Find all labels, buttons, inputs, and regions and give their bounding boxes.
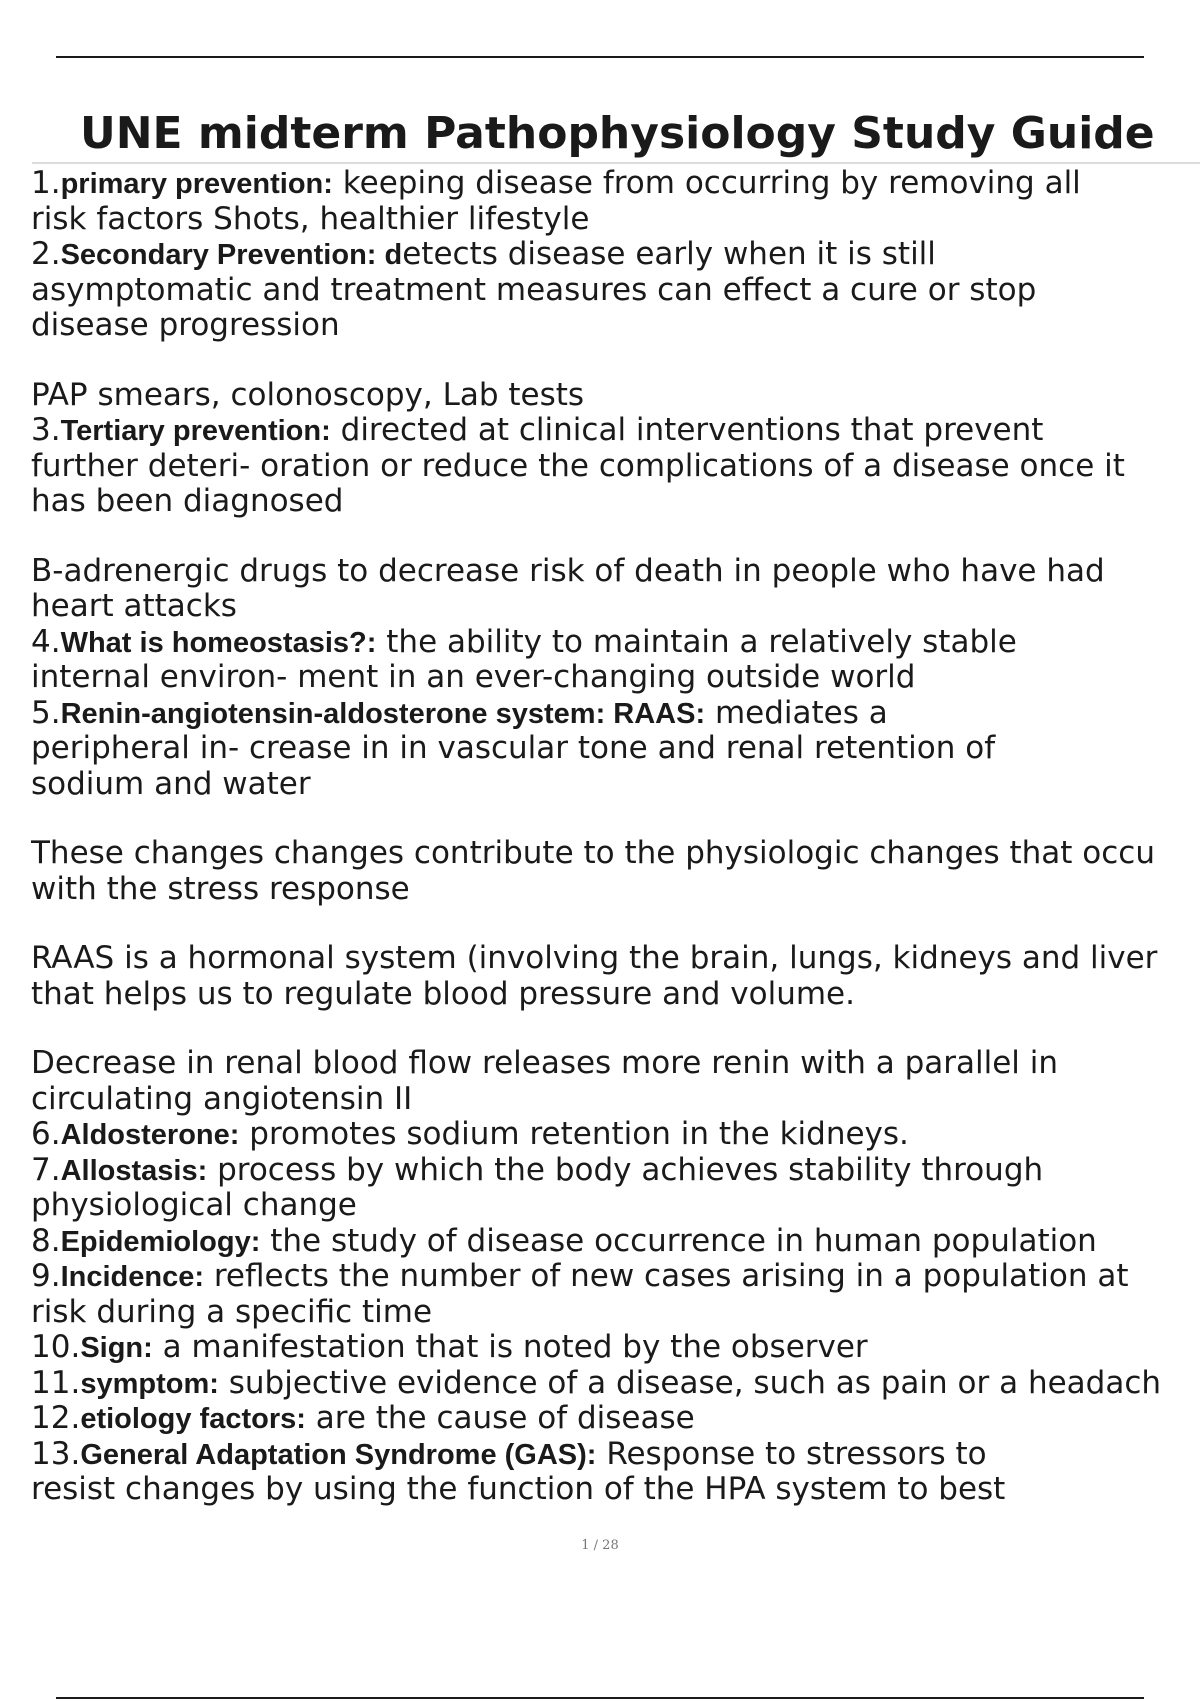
item-text: subjective evidence of a disease, such as pain or a headach — [218, 1364, 1162, 1401]
item-text: These changes changes contribute to the physiologic changes that occu — [31, 835, 1155, 871]
item-number: 1. — [31, 166, 61, 201]
item-text: with the stress response — [31, 870, 410, 907]
item-text: physiological change — [31, 1187, 357, 1223]
list-item — [31, 1437, 1200, 1508]
list-item — [31, 1224, 1200, 1260]
list-item — [31, 625, 1200, 696]
item-text: further deteri- oration or reduce the complications of a disease once it — [31, 447, 1125, 484]
item-text: the study of disease occurrence in human population — [260, 1222, 1097, 1259]
item-text: promotes sodium retention in the kidneys. — [239, 1116, 909, 1152]
item-text: peripheral in- crease in in vascular tone and renal retention of — [31, 730, 996, 766]
item-term: etiology factors: — [80, 1403, 306, 1435]
top-rule — [56, 56, 1144, 58]
item-term: Incidence: — [60, 1261, 205, 1293]
page-indicator: 1 / 28 — [581, 1538, 619, 1553]
item-text: PAP smears, colonoscopy, Lab tests — [31, 376, 585, 413]
item-number: 11. — [31, 1364, 81, 1401]
item-text: disease progression — [31, 307, 340, 343]
list-item — [31, 696, 1200, 1118]
list-item — [31, 1117, 1200, 1153]
item-term: What is homeostasis?: — [60, 626, 377, 659]
list-item — [31, 413, 1200, 625]
item-text: process by which the body achieves stability through — [207, 1151, 1044, 1188]
item-number: 12. — [31, 1400, 81, 1436]
item-term: Allostasis: — [60, 1154, 208, 1187]
item-text: a manifestation that is noted by the observer — [152, 1329, 868, 1365]
list-item — [31, 166, 1200, 237]
item-text: the ability to maintain a relatively stable — [376, 623, 1017, 660]
item-number: 4. — [31, 623, 61, 660]
item-text: resist changes by using the function of the HPA system to best — [31, 1471, 1006, 1507]
item-text: has been diagnosed — [31, 483, 344, 519]
item-text: Response to stressors to — [596, 1435, 987, 1472]
item-number: 7. — [31, 1151, 61, 1188]
item-term: Aldosterone: — [60, 1119, 240, 1151]
document-title: UNE midterm Pathophysiology Study Guide — [32, 108, 1200, 164]
item-number: 5. — [31, 694, 61, 731]
item-term: Tertiary prevention: — [60, 415, 331, 447]
list-item — [31, 1330, 1200, 1366]
item-number: 6. — [31, 1116, 61, 1152]
item-text: circulating angiotensin II — [31, 1080, 413, 1117]
list-item — [31, 1401, 1200, 1437]
item-text: internal environ- ment in an ever-changing outside world — [31, 659, 916, 695]
item-term: symptom: — [80, 1367, 219, 1400]
item-text: sodium and water — [31, 765, 311, 802]
item-number: 13. — [31, 1435, 81, 1472]
item-term: Renin-angiotensin-aldosterone system: RAAS: — [60, 697, 706, 730]
item-text: are the cause of disease — [305, 1400, 695, 1436]
item-text: Decrease in renal blood flow releases more renin with a parallel in — [31, 1045, 1059, 1081]
item-number: 2. — [31, 236, 61, 272]
item-text: keeping disease from occurring by removing all — [332, 166, 1081, 201]
item-term: General Adaptation Syndrome (GAS): — [80, 1438, 597, 1471]
item-text: directed at clinical interventions that prevent — [330, 412, 1044, 448]
item-text: that helps us to regulate blood pressure and volume. — [31, 975, 855, 1012]
item-number: 8. — [31, 1222, 61, 1259]
item-text: risk during a specific time — [31, 1293, 433, 1330]
item-number: 10. — [31, 1329, 81, 1365]
item-text: etects disease early when it is still — [402, 236, 936, 272]
list-item — [31, 1153, 1200, 1224]
item-text: reflects the number of new cases arising in a population at — [204, 1258, 1129, 1294]
item-number: 9. — [31, 1258, 61, 1294]
item-text: B-adrenergic drugs to decrease risk of death in people who have had — [31, 552, 1105, 589]
bottom-rule — [56, 1697, 1144, 1699]
item-term: Secondary Prevention: d — [60, 239, 403, 271]
item-text: risk factors Shots, healthier lifestyle — [31, 200, 590, 237]
item-term: primary prevention: — [60, 168, 333, 200]
item-text: mediates a — [705, 694, 888, 731]
list-item — [31, 237, 1200, 413]
item-number: 3. — [31, 412, 61, 448]
list-item — [31, 1259, 1200, 1330]
item-text: RAAS is a hormonal system (involving the brain, lungs, kidneys and liver — [31, 940, 1158, 976]
study-guide-content — [31, 166, 1200, 1508]
list-item — [31, 1366, 1200, 1402]
item-text: asymptomatic and treatment measures can effect a cure or stop — [31, 271, 1037, 308]
item-text: heart attacks — [31, 588, 237, 624]
item-term: Sign: — [80, 1332, 153, 1364]
item-term: Epidemiology: — [60, 1225, 261, 1258]
